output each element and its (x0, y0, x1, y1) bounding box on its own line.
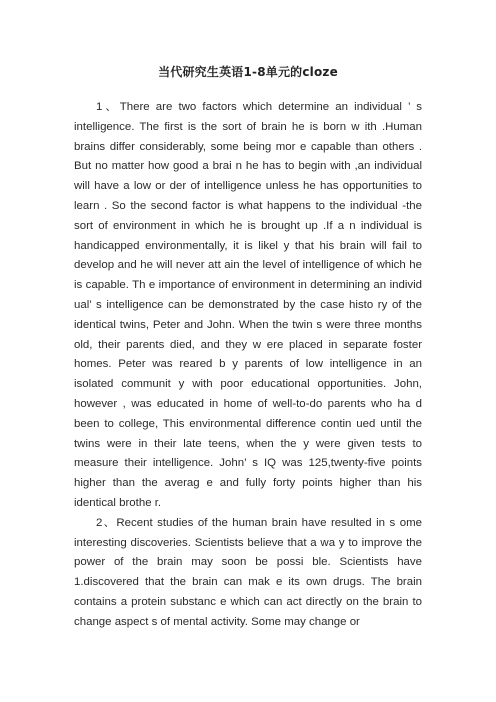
paragraph-2: 2、Recent studies of the human brain have resulted in s ome interesting discoveries. Scientists believe that a wa y to improve the power of the brain may soon be possi ble. Scientists have 1.discovered that the brain can mak e its own drugs. The brain contains a protein substanc e which can act directly on the brain to change aspect s of mental activity. Some may change or (74, 516, 422, 628)
document-title: 当代研究生英语1-8单元的cloze (158, 65, 338, 79)
document-body (74, 98, 422, 633)
paragraph-1: 1、There are two factors which determine an individual ’ s intelligence. The first is the sort of brain he is born w ith .Human brains differ considerably, some being mor e capable than others . But no matter how good a brai n he has to begin with ,an individual will have a low or der of intelligence unless he has opportunities to learn . So the second factor is what happens to the individual -the sort of environment in which he is brought up .If a n individual is handicapped environmentally, it is likel y that his brain will fail to develop and he will never att ain the level of intelligence of which he is capable. Th e importance of environment in determining an individ ual’ s intelligence can be demonstrated by the case histo ry of the identical twins, Peter and John. When the twin s were three months old, their parents died, and they w ere placed in separate foster homes. Peter was reared b y parents of low intelligence in an isolated communit y with poor educational opportunities. John, however , was educated in home of well-to-do parents who ha d been to college, This environmental difference contin ued until the twins were in their late teens, when the y were given tests to measure their intelligence. John’ s IQ was 125,twenty-five points higher than the averag e and fully forty points higher than his identical brothe r. (74, 101, 422, 509)
